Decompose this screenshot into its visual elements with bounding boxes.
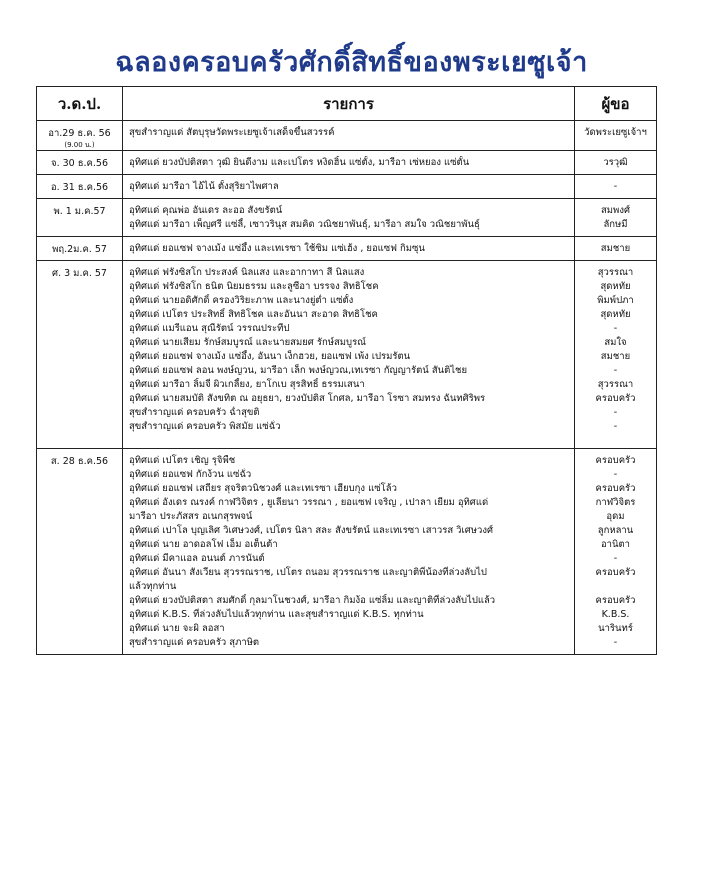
requester-name: สมใจ [604,337,627,348]
requester-name [577,580,654,594]
date-text: อา.29 ธ.ค. 56 [48,128,111,139]
table-header-row [37,87,657,121]
requester-name: ลูกหลาน [597,525,634,536]
intention-line: อุทิศแด่ เปโตร เชิญ รุจิพืช [129,455,236,466]
requester-name: - [613,421,618,432]
intention-line: อุทิศแด่ ยอแซฟ จางเม้ง แซ่อึ้ง และเทเรซา ใช้ซิม แซ่เฮ้ง , ยอแซฟ กิมซุน [129,243,425,254]
intention-line: อุทิศแด่ นาย จะผิ ลอสา [129,623,225,634]
items-cell [123,121,575,151]
intention-line: แล้วทุกท่าน [129,581,177,592]
intention-line: อุทิศแด่ มารีอา เพ็ญศรี แซ่ลี้, เซาวรินุส สมคิด วณิชยาพันธุ์, มารีอา สมใจ วณิชยาพันธุ์ [129,219,480,230]
requester-cell [575,121,657,151]
intention-line: มารีอา ประภัสสร อเนกสุรพจน์ [129,511,253,522]
date-text: พฤ.2ม.ค. 57 [52,244,107,255]
requester-name: นารินทร์ [598,623,633,634]
requester-name: วัดพระเยซูเจ้าฯ [584,127,647,138]
requester-name: - [613,181,618,192]
intention-line: อุทิศแด่ ฟรังซิสโก ประสงค์ นิลแสง และอากาทา สี นิลแสง [129,267,365,278]
requester-name: - [613,407,618,418]
requester-name: - [613,323,618,334]
items-cell [123,261,575,449]
intention-line: อุทิศแด่ ยวงบัปติสตา วุฒิ ยินดีงาม และเปโตร หงิดฮิ้น แซ่ตั้ง, มารีอา เซ่หยอง แซ่ตั้น [129,157,470,168]
intention-table [36,86,657,655]
requester-name: ครอบครัว [595,595,636,606]
date-text: จ. 30 ธ.ค.56 [51,158,108,169]
requester-name: พิมพ์ปภา [597,295,634,306]
intention-line: อุทิศแด่ นายสมบัติ สังขทิต ณ อยุธยา, ยวงบัปติส โกศล, มารีอา โรซา สมทรง ฉันทศิริพร [129,393,486,404]
items-cell [123,449,575,655]
requester-cell [575,175,657,199]
intention-line: อุทิศแด่ ยอแซฟ กักง้วน แซ่ฉั่ว [129,469,252,480]
intention-line: สุขสำราญแด่ สัตบุรุษวัดพระเยซูเจ้าเสด็จขึ้นสวรรค์ [129,127,335,138]
requester-name: - [613,637,618,648]
date-cell [37,261,123,449]
requester-name: - [613,469,618,480]
items-cell [123,199,575,237]
requester-name: อุดม [606,511,625,522]
intention-line: อุทิศแด่ นาย อาดอลโฟ เอ็ม อเต็นต้า [129,539,278,550]
intention-line: อุทิศแด่ เปาโล บุญเลิศ วิเศษวงศ์, เปโตร นิลา สละ สังขรัตน์ และเทเรซา เสาวรส วิเศษวงศ์ [129,525,494,536]
requester-name: K.B.S. [601,609,630,620]
requester-name: สมพงศ์ [601,205,630,216]
table-row [37,261,657,449]
requester-name: สมชาย [600,243,631,254]
requester-name: - [613,365,618,376]
date-text: ศ. 3 ม.ค. 57 [52,268,107,279]
requester-name: ครอบครัว [595,393,636,404]
intention-line: อุทิศแด่ เปโตร ประสิทธิ์ สิทธิโชค และอันนา สะอาด สิทธิโชค [129,309,378,320]
table-row [37,151,657,175]
table-row [37,449,657,655]
date-cell [37,449,123,655]
intention-line: อุทิศแด่ มารีอา ไอ้ไน้ ตั้งสุริยาไพศาล [129,181,279,192]
intention-line: สุขสำราญแด่ ครอบครัว สุภาษิต [129,637,260,648]
header-requester: ผู้ขอ [575,87,657,121]
requester-name: สุดหทัย [600,281,631,292]
date-text: พ. 1 ม.ค.57 [53,206,106,217]
intention-line: อุทิศแด่ มีคาแอล อนนต์ ภารนันต์ [129,553,265,564]
requester-name: ครอบครัว [595,455,636,466]
requester-name: วรวุฒิ [603,157,628,168]
table-body [37,121,657,655]
requester-name: สมชาย [600,351,631,362]
page-title: ฉลองครอบครัวศักดิ์สิทธิ์ของพระเยซูเจ้า [115,47,588,78]
requester-cell [575,237,657,261]
requester-cell [575,261,657,449]
requester-name: สุวรรณา [597,267,634,278]
date-cell [37,199,123,237]
intention-line: อุทิศแด่ แมรีแอน สุณีรัตน์ วรรณประทีป [129,323,290,334]
requester-name: - [613,553,618,564]
table-row [37,199,657,237]
header-date: ว.ด.ป. [37,87,123,121]
table-row [37,175,657,199]
requester-name: ครอบครัว [595,567,636,578]
requester-name: ลักษมี [603,219,628,230]
intention-line: อุทิศแด่ คุณพ่อ อันเดร ละออ สังขรัตน์ [129,205,283,216]
items-cell [123,175,575,199]
intention-line: อุทิศแด่ ยอแซฟ เสถียร สุจริตวนิชวงศ์ และเทเรซา เฮียบกุง แซ่โล้ว [129,483,397,494]
intention-line: สุขสำราญแด่ ครอบครัว ฉ่ำสุขติ [129,407,260,418]
requester-name: อานิตา [600,539,631,550]
table-row [37,121,657,151]
requester-name: สุวรรณา [597,379,634,390]
header-items: รายการ [123,87,575,121]
items-cell [123,151,575,175]
requester-name: สุดหทัย [600,309,631,320]
date-text: ส. 28 ธ.ค.56 [50,456,109,467]
date-cell [37,151,123,175]
intention-line: อุทิศแด่ นายอดิศักดิ์ ครองวิริยะภาพ และนางยู่ต่ำ แซ่ตั้ง [129,295,354,306]
date-cell [37,175,123,199]
intention-line: อุทิศแด่ ยอแซฟ ลอน พงษ์ญวน, มารีอา เล็ก พงษ์ญวณ,เทเรซา กัญญารัตน์ สันติไชย [129,365,468,376]
intention-line: อุทิศแด่ อังเดร ณรงค์ กาฬวิจิตร , ยูเลียนา วรรณา , ยอแซฟ เจริญ , เปาลา เยียม อุทิศแด่ [129,497,489,508]
items-cell [123,237,575,261]
date-subtext: (9.00 น.) [64,141,95,149]
requester-cell [575,151,657,175]
intention-line: สุขสำราญแด่ ครอบครัว พิสมัย แซ่ฉั่ว [129,421,281,432]
intention-line: อุทิศแด่ นายเสียม รักษ์สมบูรณ์ และนายสมยศ รักษ์สมบูรณ์ [129,337,366,348]
intention-line: อุทิศแด่ มารีอา ลิ้มจี่ ผิวเกลี้ยง, ยาโกเบ สุรสิทธิ์ ธรรมเสนา [129,379,365,390]
requester-name: ครอบครัว [595,483,636,494]
table-row [37,237,657,261]
requester-cell [575,449,657,655]
intention-line: อุทิศแด่ ฟรังซิสโก ธนิต นิยมธรรม และลูซีอา บรรจง สิทธิโชค [129,281,379,292]
requester-cell [575,199,657,237]
intention-line: อุทิศแด่ ยวงบัปติสตา สมศักดิ์ กุลมาโนชวงศ์, มารีอา กิมง้อ แซ่ลิ้ม และญาติที่ล่วงลับไปแล้ว [129,595,496,606]
requester-name: กาฬวิจิตร [595,497,636,508]
intention-line: อุทิศแด่ K.B.S. ที่ล่วงลับไปแล้วทุกท่าน และสุขสำราญแด่ K.B.S. ทุกท่าน [129,609,424,620]
intention-line: อุทิศแด่ ยอแซฟ จางเม้ง แซ่อึ้ง, อันนา เง็กฮวย, ยอแซฟ เพ้ง เปรมรัตน [129,351,411,362]
date-text: อ. 31 ธ.ค.56 [50,182,109,193]
intention-line: อุทิศแด่ อันนา สังเวียน สุวรรณราช, เปโตร ถนอม สุวรรณราช และญาติพี่น้องที่ล่วงลับไป [129,567,487,578]
date-cell [37,237,123,261]
date-cell [37,121,123,151]
